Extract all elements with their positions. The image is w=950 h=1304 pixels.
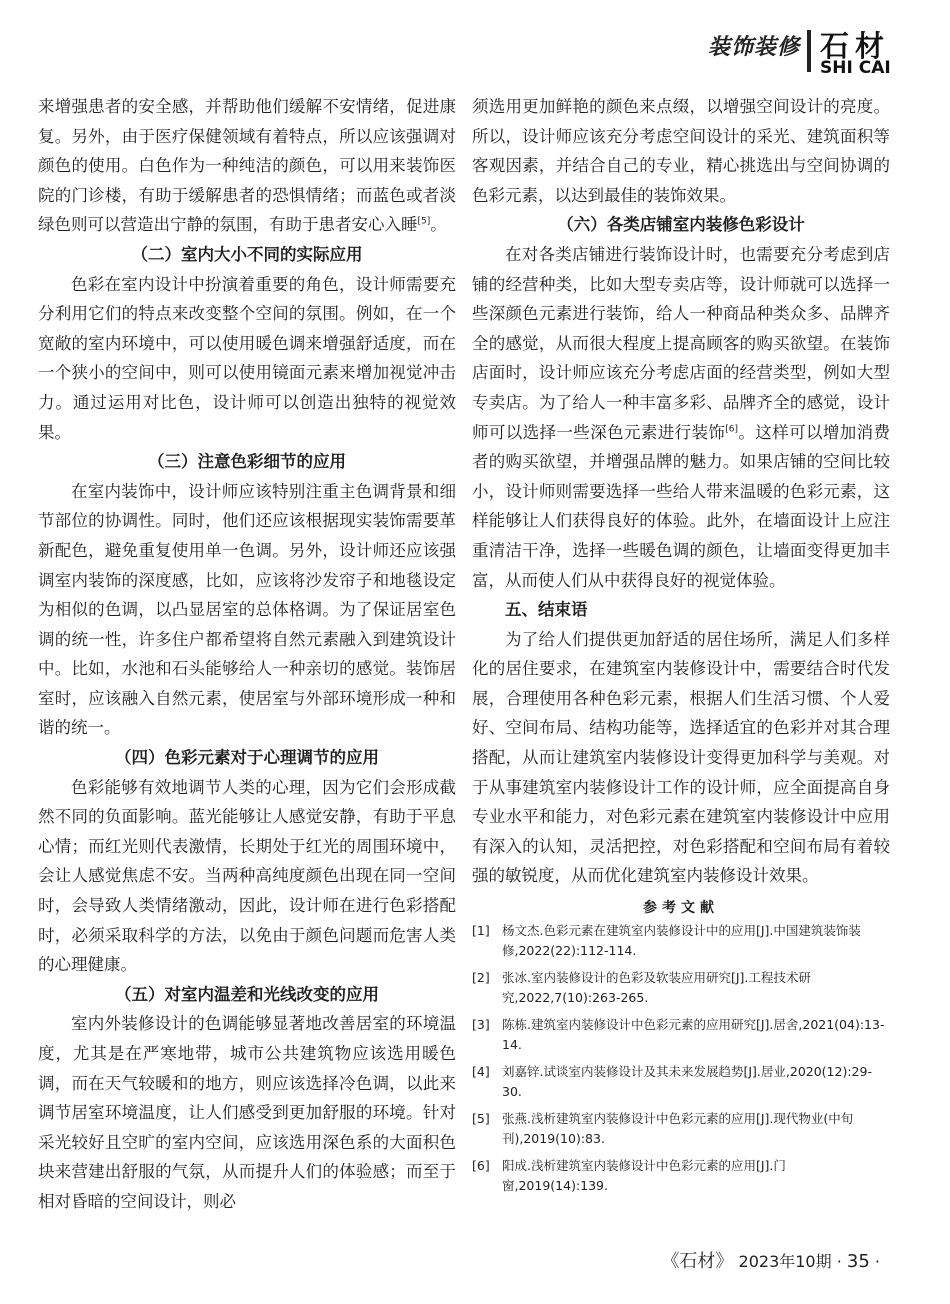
paragraph: 室内外装修设计的色调能够显著地改善居室的环境温度，尤其是在严寒地带，城市公共建筑物应该选用暖色调，而在天气较暖和的地方，则应该选择冷色调，以此来调节居室环境温度，让人们感受到更加舒服的环境。针对采光较好且空旷的室内空间，应该选用深色系的大面积色块来营建出舒服的气氛，从而提升人们的体验感；而至于相对昏暗的空间设计，则必 — [38, 1014, 456, 1211]
footer-issue: 2023年10期 — [738, 1252, 832, 1271]
footer-journal: 《石材》 — [661, 1251, 734, 1272]
reference-item: [2] 张冰.室内装修设计的色彩及软装应用研究[J].工程技术研究,2022,7(10):263-265. — [472, 970, 811, 1006]
page-footer — [661, 1247, 880, 1273]
paragraph: 在室内装饰中，设计师应该特别注重主色调背景和细节部位的协调性。同时，他们还应该根据现实装饰需要革新配色，避免重复使用单一色调。另外，设计师还应该强调室内装饰的深度感，比如，应该将沙发帘子和地毯设定为相似的色调，以凸显居室的总体格调。为了保证居室色调的统一性，许多住户都希望将自然元素融入到建筑设计中。比如，水池和石头能够给人一种亲切的感觉。装饰居室时，应该融入自然元素，使居室与外部环境形成一种和谐的统一。 — [38, 481, 456, 738]
reference-item: [5] 张燕.浅析建筑室内装修设计中色彩元素的应用[J].现代物业(中旬刊),2019(10):83. — [472, 1111, 854, 1147]
paragraph: 在对各类店铺进行装饰设计时，也需要充分考虑到店铺的经营种类，比如大型专卖店等，设计师就可以选择一些深颜色元素进行装饰，给人一种商品种类众多、品牌齐全的感觉，从而很大程度上提高顾客的购买欲望。在装饰店面时，设计师应该充分考虑店面的经营类型，例如大型专卖店。为了给人一种丰富多彩、品牌齐全的感觉，设计师可以选择一些深色元素进行装饰[6]。这样可以增加消费者的购买欲望，并增强品牌的魅力。如果店铺的空间比较小，设计师则需要选择一些给人带来温暖的色彩元素，这样能够让人们获得良好的体验。此外，在墙面设计上应注重清洁干净，选择一些暖色调的颜色，让墙面变得更加丰富，从而使人们从中获得良好的视觉体验。 — [472, 244, 891, 590]
reference-item: [4] 刘嘉锌.试谈室内装修设计及其未来发展趋势[J].居业,2020(12):29-30. — [472, 1064, 872, 1100]
left-column — [38, 92, 456, 1217]
section-heading: （二）室内大小不同的实际应用 — [131, 244, 363, 264]
reference-item: [6] 阳成.浅析建筑室内装修设计中色彩元素的应用[J].门窗,2019(14):139. — [472, 1158, 786, 1194]
conclusion-heading: 五、结束语 — [505, 600, 588, 620]
section-heading: （六）各类店铺室内装修色彩设计 — [557, 215, 805, 235]
paragraph: 须选用更加鲜艳的颜色来点缀，以增强空间设计的亮度。所以，设计师应该充分考虑空间设计的采光、建筑面积等客观因素，并结合自己的专业，精心挑选出与空间协调的色彩元素，以达到最佳的装饰效果。 — [472, 97, 890, 205]
paragraph: 来增强患者的安全感，并帮助他们缓解不安情绪，促进康复。另外，由于医疗保健领域有着特点，所以应该强调对颜色的使用。白色作为一种纯洁的颜色，可以用来装饰医院的门诊楼，有助于缓解患者的恐惧情绪；而蓝色或者淡绿色则可以营造出宁静的氛围，有助于患者安心入睡[5]。 — [38, 97, 456, 235]
section-heading: （三）注意色彩细节的应用 — [148, 452, 346, 472]
reference-item: [3] 陈栋.建筑室内装修设计中色彩元素的应用研究[J].居舍,2021(04):13-14. — [472, 1017, 885, 1053]
section-title: 装饰装修 — [707, 35, 800, 60]
paragraph: 色彩在室内设计中扮演着重要的角色，设计师需要充分利用它们的特点来改变整个空间的氛围。例如，在一个宽敞的室内环境中，可以使用暖色调来增强舒适度，而在一个狭小的空间中，则可以使用镜面元素来增加视觉冲击力。通过运用对比色，设计师可以创造出独特的视觉效果。 — [38, 274, 456, 442]
journal-logo-cn: 石材 — [820, 29, 891, 63]
references-list — [472, 921, 890, 1196]
right-column — [472, 92, 890, 1203]
page-number: 35 — [846, 1251, 870, 1272]
footer-bullet: · — [836, 1252, 842, 1271]
journal-logo-en: SHI CAI — [820, 58, 891, 78]
section-heading: （四）色彩元素对于心理调节的应用 — [115, 748, 379, 768]
footer-bullet: · — [874, 1252, 880, 1271]
citation: [5] — [417, 216, 431, 227]
paragraph: 为了给人们提供更加舒适的居住场所，满足人们多样化的居住要求，在建筑室内装修设计中，需要结合时代发展，合理使用各种色彩元素，根据人们生活习惯、个人爱好、空间布局、结构功能等，选择适宜的色彩并对其合理搭配，从而让建筑室内装修设计变得更加科学与美观。对于从事建筑室内装修设计工作的设计师，应全面提高自身专业水平和能力，对色彩元素在建筑室内装修设计中应用有深入的认知，灵活把控，对色彩搭配和空间布局有着较强的敏锐度，从而优化建筑室内装修设计效果。 — [472, 629, 890, 886]
reference-item: [1] 杨文杰.色彩元素在建筑室内装修设计中的应用[J].中国建筑装饰装修,2022(22):112-114. — [472, 923, 861, 959]
references-title: 参考文献 — [643, 900, 719, 917]
header-divider — [807, 30, 811, 72]
section-heading: （五）对室内温差和光线改变的应用 — [115, 984, 379, 1004]
citation: [6] — [725, 424, 739, 435]
paragraph: 色彩能够有效地调节人类的心理，因为它们会形成截然不同的负面影响。蓝光能够让人感觉安静，有助于平息心情；而红光则代表激情，长期处于红光的周围环境中，会让人感觉焦虑不安。当两种高纯度颜色出现在同一空间时，会导致人类情绪激动，因此，设计师在进行色彩搭配时，必须采取科学的方法，以免由于颜色问题而危害人类的心理健康。 — [38, 777, 456, 975]
